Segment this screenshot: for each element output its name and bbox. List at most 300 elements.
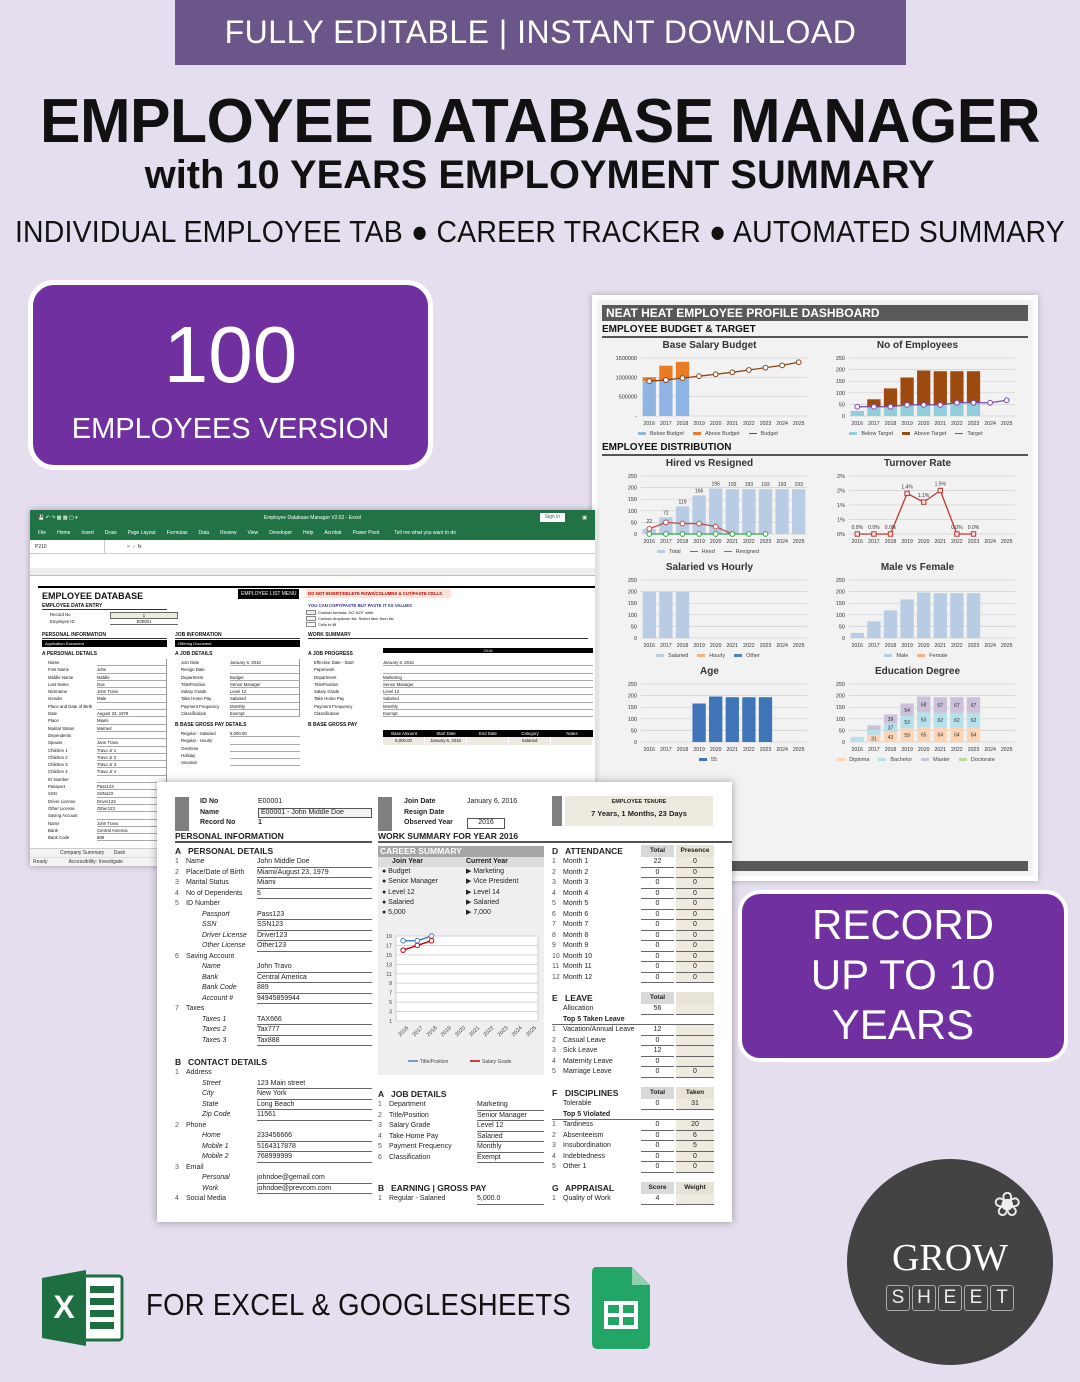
row-label: Month 4 xyxy=(563,889,589,897)
legend-swatch xyxy=(724,551,732,553)
row-value[interactable]: Budget xyxy=(230,674,299,681)
row-value[interactable] xyxy=(257,1068,372,1079)
data-entry-heading: EMPLOYEE DATA ENTRY xyxy=(42,603,167,610)
row-value[interactable]: Salaried xyxy=(230,695,299,702)
y-tick-label: 200 xyxy=(835,589,845,596)
row-value-2[interactable]: 0 xyxy=(676,1067,714,1078)
personal-details-heading: A PERSONAL DETAILS xyxy=(42,651,97,657)
row-value[interactable] xyxy=(230,752,300,759)
row-number xyxy=(175,1142,186,1153)
menu-draw[interactable]: Draw xyxy=(104,530,117,536)
row-value[interactable] xyxy=(383,666,593,673)
logo-letter-tile: T xyxy=(990,1285,1014,1311)
row-value[interactable]: Salaried xyxy=(477,1132,544,1143)
row-label: Overtime xyxy=(181,745,199,751)
current-year-value: ▶ Vice President xyxy=(466,878,519,886)
row-total[interactable]: 0 xyxy=(641,941,674,952)
list-item xyxy=(175,1089,372,1100)
row-value[interactable]: Middle xyxy=(97,674,166,681)
gross-cell[interactable] xyxy=(551,737,593,744)
row-value[interactable] xyxy=(230,745,300,752)
header-marker xyxy=(552,796,562,826)
row-total[interactable]: 0 xyxy=(641,1057,674,1068)
menu-review[interactable]: Review xyxy=(220,530,237,536)
menu-formulas[interactable]: Formulas xyxy=(166,530,188,536)
point-data-label: 0.0% xyxy=(951,525,963,531)
row-number: 3 xyxy=(175,879,179,886)
row-total[interactable]: 0 xyxy=(641,868,674,879)
row-value-2[interactable]: 0 xyxy=(676,920,714,931)
row-value[interactable]: Other123 xyxy=(97,805,166,812)
column-head-2: Weight xyxy=(676,1182,714,1194)
y-tick-label: 150 xyxy=(627,705,637,712)
accessibility-status[interactable]: Accessibility: Investigate xyxy=(68,859,123,865)
row-value[interactable]: Travo Jr 3 xyxy=(97,761,166,768)
list-item xyxy=(175,857,372,868)
legend-item xyxy=(849,431,896,437)
row-value[interactable]: 5,000.0 xyxy=(477,1194,544,1205)
menu-acrobat[interactable]: Acrobat xyxy=(324,530,342,536)
google-sheets-icon xyxy=(592,1267,652,1349)
row-value[interactable]: Level 12 xyxy=(230,688,299,695)
row-value[interactable] xyxy=(257,1194,372,1205)
ribbon-display-icon[interactable]: ▣ xyxy=(582,515,587,521)
row-value[interactable]: Driver123 xyxy=(257,931,372,942)
series-point xyxy=(664,532,669,537)
offering-document-button[interactable]: Offering Document xyxy=(175,640,300,647)
subheading xyxy=(552,1015,714,1026)
record-no-field[interactable]: 1 xyxy=(110,612,178,619)
row-value[interactable]: Male xyxy=(97,695,166,702)
row-value[interactable] xyxy=(97,812,166,819)
list-item xyxy=(175,1100,372,1111)
row-total[interactable]: 0 xyxy=(641,1152,674,1163)
row-value[interactable]: Miami/August 23, 1979 xyxy=(257,868,372,879)
row-value-2[interactable]: 0 xyxy=(676,910,714,921)
menu-home[interactable]: Home xyxy=(57,530,71,536)
row-total[interactable]: 0 xyxy=(641,1067,674,1078)
series-point xyxy=(401,948,406,953)
row-value[interactable]: Exempt xyxy=(383,710,593,717)
row-total[interactable]: 12 xyxy=(641,1046,674,1057)
row-value-2[interactable]: 31 xyxy=(676,1099,714,1110)
series-point xyxy=(855,404,860,409)
x-tick-label: 2023 xyxy=(967,747,980,753)
y-tick-label: 2% xyxy=(837,474,845,480)
employee-list-menu-button[interactable]: EMPLOYEE LIST MENU xyxy=(238,589,299,599)
y-tick-label: 1% xyxy=(837,517,845,524)
bar xyxy=(851,737,864,742)
series-point xyxy=(680,532,685,537)
row-value[interactable]: 768999999 xyxy=(257,1152,372,1163)
row-number xyxy=(175,1131,186,1142)
series-point xyxy=(955,532,959,536)
menu-data[interactable]: Data xyxy=(198,530,210,536)
row-value[interactable]: Miami xyxy=(97,717,166,724)
row-total[interactable]: 0 xyxy=(641,1131,674,1142)
quick-access-toolbar-icons[interactable]: 💾 ↶ ↷ ▩ ▩ ▢ ▾ xyxy=(38,515,78,521)
row-value[interactable]: SSN123 xyxy=(257,920,372,931)
row-label: Marital Status xyxy=(48,725,75,731)
legend-label: Above Budget xyxy=(704,431,740,437)
row-value[interactable]: 11561 xyxy=(257,1110,372,1121)
row-value[interactable]: Doe xyxy=(97,681,166,688)
row-total[interactable]: 0 xyxy=(641,962,674,973)
menu-developer[interactable]: Developer xyxy=(269,530,293,536)
row-label: Children 2 xyxy=(48,754,68,760)
series-point xyxy=(680,521,685,526)
row-total[interactable]: 0 xyxy=(641,1120,674,1131)
list-item xyxy=(175,1173,372,1184)
row-number xyxy=(552,1099,563,1110)
row-total[interactable]: 0 xyxy=(641,910,674,921)
row-value-2[interactable] xyxy=(676,1004,714,1015)
sheet-row xyxy=(175,695,299,702)
list-item xyxy=(175,1036,372,1047)
bar-data-label: 64 xyxy=(954,732,960,739)
row-value[interactable]: Married xyxy=(97,725,166,732)
sign-in-button[interactable]: Sign in xyxy=(540,513,565,522)
row-value[interactable]: 889 xyxy=(257,983,372,994)
section-heading xyxy=(552,845,714,857)
list-item xyxy=(552,1141,714,1152)
row-value[interactable]: Monthly xyxy=(477,1142,544,1153)
x-tick-label: 2025 xyxy=(792,539,805,545)
legend-swatch xyxy=(884,654,892,657)
row-value-2[interactable] xyxy=(676,1057,714,1068)
row-value[interactable]: Central America xyxy=(97,827,166,834)
row-value-2[interactable] xyxy=(676,1036,714,1047)
list-item xyxy=(552,1036,714,1047)
row-value[interactable] xyxy=(230,666,299,673)
menu-insert[interactable]: Insert xyxy=(81,530,94,536)
row-value[interactable] xyxy=(230,759,300,766)
row-value-2[interactable]: 0 xyxy=(676,1152,714,1163)
x-tick-label: 2018 xyxy=(884,421,897,427)
row-total[interactable]: 0 xyxy=(641,1036,674,1047)
row-total[interactable]: 0 xyxy=(641,973,674,984)
row-value[interactable]: John xyxy=(97,666,166,673)
legend-item xyxy=(306,615,394,621)
row-value[interactable]: SSN123 xyxy=(97,790,166,797)
sheet-tab-dash[interactable]: Dash xyxy=(113,850,126,856)
row-value[interactable]: Senior Manager xyxy=(383,681,593,688)
row-value[interactable]: Senior Manager xyxy=(477,1111,544,1122)
row-value[interactable] xyxy=(97,776,166,783)
row-value[interactable]: 5,000.00 xyxy=(230,730,300,737)
row-total[interactable]: 0 xyxy=(641,1099,674,1110)
row-value[interactable]: John Middle Doe xyxy=(257,857,372,868)
legend-item xyxy=(657,549,684,555)
row-value[interactable] xyxy=(230,737,300,744)
series-point xyxy=(730,532,735,537)
bar xyxy=(659,380,672,416)
section-letter: A xyxy=(378,1089,385,1099)
row-value[interactable]: John Travo xyxy=(257,962,372,973)
row-value[interactable]: Tax888 xyxy=(257,1036,372,1047)
bar xyxy=(742,489,755,534)
row-value[interactable]: Pass123 xyxy=(257,910,372,921)
row-value[interactable]: Central America xyxy=(257,973,372,984)
name-box[interactable]: P210 xyxy=(35,540,105,554)
list-item xyxy=(175,1184,372,1195)
row-total[interactable]: 22 xyxy=(641,857,674,868)
row-value-2[interactable]: 0 xyxy=(676,899,714,910)
gross-cell[interactable] xyxy=(467,737,509,744)
series-point xyxy=(647,532,652,537)
row-value[interactable]: Monthly xyxy=(383,703,593,710)
row-value[interactable]: Miami xyxy=(257,878,372,889)
row-value[interactable]: January 6, 2016 xyxy=(383,659,593,666)
row-value[interactable]: John Travo xyxy=(97,820,166,827)
row-number: 3 xyxy=(552,1142,556,1149)
menu-view[interactable]: View xyxy=(247,530,259,536)
row-value-2[interactable]: 5 xyxy=(676,1141,714,1152)
row-label: Street xyxy=(202,1079,221,1087)
row-total[interactable]: 0 xyxy=(641,1141,674,1152)
row-value[interactable]: 889 xyxy=(97,834,166,841)
row-total[interactable]: 0 xyxy=(641,899,674,910)
row-number: 1 xyxy=(552,1195,556,1202)
sheet-row xyxy=(308,695,593,702)
bar xyxy=(709,697,722,742)
row-number xyxy=(175,994,186,1005)
career-progress-chart xyxy=(378,926,544,1076)
legend-label: Salary Grade xyxy=(482,1059,512,1065)
gross-cell[interactable]: January 6, 2016 xyxy=(425,737,467,744)
series-point xyxy=(763,532,768,537)
x-tick-label: 2022 xyxy=(951,539,963,545)
row-value[interactable]: 94945859944 xyxy=(257,994,372,1005)
row-value[interactable]: Jane Travo xyxy=(97,739,166,746)
series-point xyxy=(647,526,652,531)
series-point xyxy=(747,532,752,537)
list-item xyxy=(175,973,372,984)
list-item xyxy=(175,1121,372,1132)
row-total[interactable]: 56 xyxy=(641,1004,674,1015)
row-value[interactable]: January 6, 2016 xyxy=(230,659,299,666)
row-value[interactable]: Exempt xyxy=(477,1153,544,1164)
row-number xyxy=(175,983,186,994)
row-label: Insubordination xyxy=(563,1142,611,1149)
row-value[interactable]: Pass123 xyxy=(97,783,166,790)
observed-year-input[interactable]: 2016 xyxy=(467,818,505,829)
legend-item xyxy=(902,431,949,437)
row-label: Month 9 xyxy=(563,942,589,949)
row-label: Name xyxy=(48,660,60,665)
row-value[interactable] xyxy=(257,952,372,963)
row-label: ID Number xyxy=(48,776,69,782)
cancel-confirm-icons[interactable]: ✕ ✓ xyxy=(126,544,138,550)
row-number: 5 xyxy=(552,1163,556,1170)
section-budget-target: EMPLOYEE BUDGET & TARGET xyxy=(602,324,1028,338)
cell-legend xyxy=(306,609,394,627)
list-item xyxy=(552,1120,714,1131)
row-value[interactable]: Long Beach xyxy=(257,1100,372,1111)
sheet-row xyxy=(308,659,593,666)
legend-swatch xyxy=(749,433,757,435)
row-value[interactable]: Level 12 xyxy=(383,688,593,695)
row-total[interactable]: 0 xyxy=(641,1162,674,1173)
employee-name-select[interactable]: E00001 - John Middle Doe xyxy=(258,808,372,819)
row-value-2[interactable] xyxy=(676,1194,714,1205)
row-value[interactable]: 5164317878 xyxy=(257,1142,372,1153)
row-number: 4 xyxy=(552,1057,556,1065)
y-tick-label: 150 xyxy=(835,379,845,386)
row-total[interactable]: 0 xyxy=(641,878,674,889)
row-value[interactable]: Level 12 xyxy=(477,1121,544,1132)
record-line-2: UP TO 10 YEARS xyxy=(810,951,996,1048)
row-number: 4 xyxy=(552,1152,556,1160)
row-total[interactable]: 0 xyxy=(641,920,674,931)
y-tick-label: 150 xyxy=(627,497,637,504)
gross-cell[interactable]: Salaried xyxy=(509,737,551,744)
row-value[interactable]: New York xyxy=(257,1089,372,1100)
function-icon[interactable]: fx xyxy=(137,544,142,550)
row-total[interactable]: 0 xyxy=(641,931,674,942)
sheet-row xyxy=(308,681,593,688)
row-value-2[interactable]: 0 xyxy=(676,1162,714,1173)
row-value-2[interactable]: 0 xyxy=(676,952,714,963)
row-total[interactable]: 0 xyxy=(641,952,674,963)
tagline: INDIVIDUAL EMPLOYEE TAB ● CAREER TRACKER ● AUTOMATED SUMMARY xyxy=(15,214,1065,249)
x-tick-label: 2017 xyxy=(660,643,672,649)
gross-cell[interactable]: 5,000.00 xyxy=(383,737,425,744)
row-label: Work xyxy=(202,1184,219,1192)
application-document-button[interactable]: Application Document xyxy=(42,640,167,647)
chart-title: Base Salary Budget xyxy=(662,340,757,351)
row-value[interactable] xyxy=(97,732,166,739)
row-value[interactable]: Marketing xyxy=(383,674,593,681)
row-number xyxy=(175,1089,186,1100)
row-value-2[interactable]: 0 xyxy=(676,857,714,868)
y-tick-label: 50 xyxy=(838,624,845,631)
menu-file[interactable]: File xyxy=(38,530,47,536)
row-value[interactable]: Travo Jr 1 xyxy=(97,747,166,754)
sheet-row xyxy=(42,776,166,783)
ribbon-menu xyxy=(30,526,595,540)
row-value[interactable] xyxy=(257,1163,372,1174)
list-item xyxy=(552,899,714,910)
list-item xyxy=(552,878,714,889)
sheet-tab-company-summary[interactable]: Company Summary xyxy=(60,850,105,856)
tell-me-search[interactable]: Tell me what you want to do xyxy=(394,530,456,536)
row-value[interactable]: 233456666 xyxy=(257,1131,372,1142)
y-tick-label: 5 xyxy=(388,1000,392,1007)
row-total[interactable]: 4 xyxy=(641,1194,674,1205)
chart-plot xyxy=(607,470,812,548)
row-value[interactable] xyxy=(97,659,166,666)
chart-salaried-vs-hourly xyxy=(607,562,812,660)
list-item xyxy=(175,931,372,942)
chart-plot xyxy=(815,574,1020,652)
observed-year-label: Observed Year xyxy=(404,819,453,826)
row-value-2[interactable]: 0 xyxy=(676,941,714,952)
row-value-2[interactable]: 0 xyxy=(676,889,714,900)
row-number: 3 xyxy=(552,879,556,886)
row-total[interactable]: 0 xyxy=(641,889,674,900)
row-label: Tolerable xyxy=(563,1100,592,1107)
career-item xyxy=(378,908,544,918)
row-number: 1 xyxy=(552,858,556,865)
row-number: 6 xyxy=(378,1153,382,1161)
x-tick-label: 2024 xyxy=(776,643,788,649)
legend-swatch xyxy=(849,432,857,435)
row-value[interactable]: johndoe@prevcom.com xyxy=(257,1184,372,1195)
row-value[interactable]: Monthly xyxy=(230,703,299,710)
bar xyxy=(900,377,913,404)
row-value-2[interactable]: 20 xyxy=(676,1120,714,1131)
row-value[interactable]: TAX666 xyxy=(257,1015,372,1026)
list-item xyxy=(378,1142,544,1153)
row-value[interactable]: Exempt xyxy=(230,710,299,717)
row-label: Quality of Work xyxy=(563,1195,611,1202)
row-value[interactable]: Salaried xyxy=(383,695,593,702)
chart-plot xyxy=(607,574,812,652)
row-value[interactable]: August 23, 1979 xyxy=(97,710,166,717)
sheet-row xyxy=(175,752,300,759)
row-value[interactable]: Tax777 xyxy=(257,1025,372,1036)
series-point xyxy=(429,938,434,943)
row-value[interactable]: 123 Main street xyxy=(257,1079,372,1090)
menu-page-layout[interactable]: Page Layout xyxy=(127,530,156,536)
series-point xyxy=(647,379,652,384)
x-tick-label: 2023 xyxy=(759,643,772,649)
row-value[interactable]: Travo Jr 4 xyxy=(97,768,166,775)
row-number: 9 xyxy=(552,942,556,949)
menu-help[interactable]: Help xyxy=(303,530,314,536)
list-item xyxy=(378,1100,544,1111)
row-value[interactable]: 5 xyxy=(257,889,372,900)
personal-info-heading: PERSONAL INFORMATION xyxy=(175,831,372,843)
row-value[interactable]: Other123 xyxy=(257,941,372,952)
legend-item xyxy=(749,431,781,437)
row-value[interactable]: johndoe@gemail.com xyxy=(257,1173,372,1184)
row-value-2[interactable] xyxy=(676,1025,714,1036)
row-value-2[interactable]: 6 xyxy=(676,1131,714,1142)
series-point xyxy=(938,488,942,492)
row-total[interactable]: 12 xyxy=(641,1025,674,1036)
row-value[interactable]: Driver123 xyxy=(97,798,166,805)
row-value[interactable]: Travo Jr 2 xyxy=(97,754,166,761)
row-value[interactable] xyxy=(257,1121,372,1132)
y-tick-label: 11 xyxy=(386,971,392,978)
row-value-2[interactable]: 0 xyxy=(676,931,714,942)
menu-power-pivot[interactable]: Power Pivot xyxy=(352,530,380,536)
legend-label: 55 xyxy=(710,757,718,763)
row-value[interactable]: Senior Manager xyxy=(230,681,299,688)
row-value[interactable]: Marketing xyxy=(477,1100,544,1111)
x-tick-label: 2018 xyxy=(676,539,689,545)
sheet-row xyxy=(42,761,166,768)
row-value[interactable] xyxy=(257,1004,372,1015)
bar xyxy=(967,593,980,638)
sheet-row xyxy=(42,703,166,710)
row-value-2[interactable]: 0 xyxy=(676,878,714,889)
row-value[interactable]: John Travo xyxy=(97,688,166,695)
chart-legend xyxy=(607,548,812,556)
row-value-2[interactable]: 0 xyxy=(676,962,714,973)
current-year-value: ▶ Level 14 xyxy=(466,888,500,896)
row-label: Mobile 2 xyxy=(202,1153,229,1160)
row-value-2[interactable]: 0 xyxy=(676,868,714,879)
row-value[interactable] xyxy=(97,703,166,710)
bar xyxy=(851,633,864,638)
row-value-2[interactable]: 0 xyxy=(676,973,714,984)
x-tick-label: 2019 xyxy=(693,539,705,545)
row-value[interactable] xyxy=(257,899,372,910)
row-value-2[interactable] xyxy=(676,1046,714,1057)
